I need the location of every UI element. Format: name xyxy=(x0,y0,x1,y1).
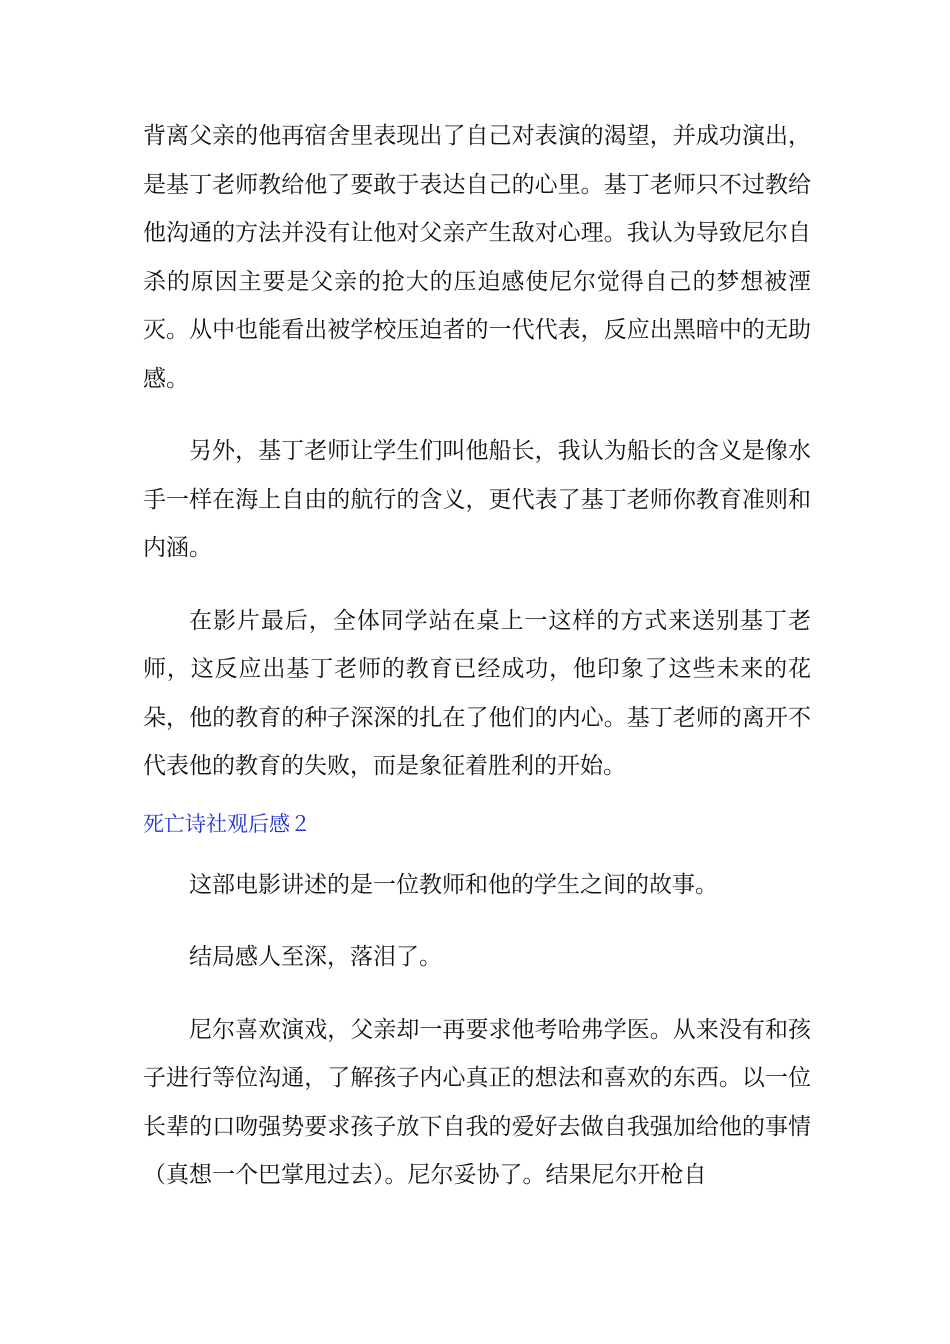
document-body xyxy=(143,112,811,1200)
paragraph-5: 结局感人至深，落泪了。 xyxy=(189,944,442,970)
paragraph-6: 尼尔喜欢演戏，父亲却一再要求他考哈弗学医。从来没有和孩子进行等位沟通，了解孩子内心真正的想法和喜欢的东西。以一位长辈的口吻强势要求孩子放下自我的爱好去做自我强加给他的事情（真想一个巴掌甩过去）。尼尔妥协了。结果尼尔开枪自 xyxy=(143,1016,811,1188)
paragraph-3: 在影片最后，全体同学站在桌上一这样的方式来送别基丁老师，这反应出基丁老师的教育已经成功，他印象了这些未来的花朵，他的教育的种子深深的扎在了他们的内心。基丁老师的离开不代表他的教育的失败，而是象征着胜利的开始。 xyxy=(143,607,811,779)
paragraph-2: 另外，基丁老师让学生们叫他船长，我认为船长的含义是像水手一样在海上自由的航行的含义，更代表了基丁老师你教育准则和内涵。 xyxy=(143,438,811,561)
section-heading: 死亡诗社观后感２ xyxy=(143,811,311,836)
paragraph-1: 背离父亲的他再宿舍里表现出了自己对表演的渴望，并成功演出，是基丁老师教给他了要敢于表达自己的心里。基丁老师只不过教给他沟通的方法并没有让他对父亲产生敌对心理。我认为导致尼尔自杀的原因主要是父亲的抢大的压迫感使尼尔觉得自己的梦想被湮灭。从中也能看出被学校压迫者的一代代表，反应出黑暗中的无助感。 xyxy=(143,123,811,392)
paragraph-4: 这部电影讲述的是一位教师和他的学生之间的故事。 xyxy=(189,871,718,898)
